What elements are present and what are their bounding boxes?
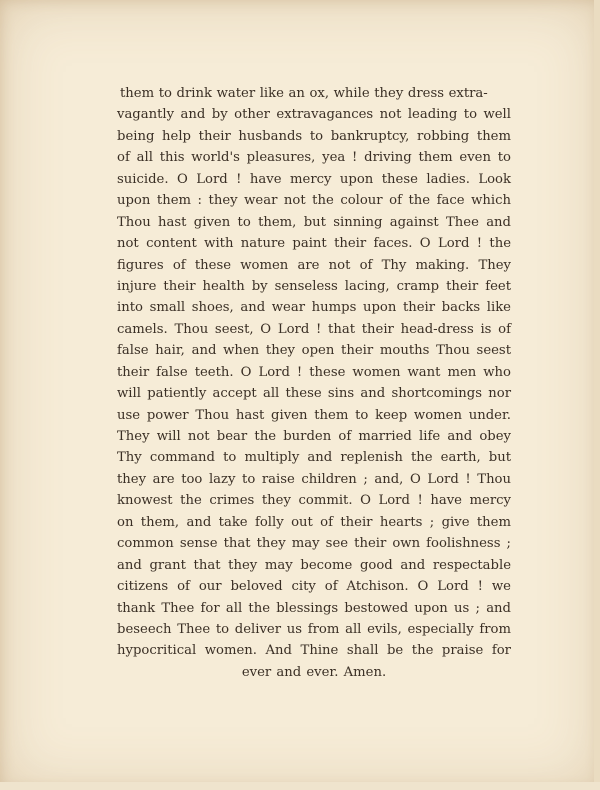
- text-line: and grant that they may become good and respectable: [117, 557, 511, 573]
- text-line: knowest the crimes they commit. O Lord ! have mercy: [117, 493, 511, 509]
- text-line: upon them : they wear not the colour of the face which: [117, 193, 511, 209]
- text-line: camels. Thou seest, O Lord ! that their head-dress is of: [117, 321, 511, 337]
- text-line: figures of these women are not of Thy making. They: [117, 257, 511, 273]
- page-edge-bottom: [0, 782, 600, 790]
- text-line: vagantly and by other extravagances not leading to well: [117, 107, 511, 123]
- text-line: thank Thee for all the blessings bestowed upon us ; and: [117, 600, 511, 616]
- text-line: suicide. O Lord ! have mercy upon these ladies. Look: [117, 171, 511, 187]
- text-line: beseech Thee to deliver us from all evils, especially from: [117, 621, 511, 637]
- text-line: of all this world's pleasures, yea ! driving them even to: [117, 150, 511, 166]
- text-line: injure their health by senseless lacing, cramp their feet: [117, 278, 511, 294]
- text-line: citizens of our beloved city of Atchison. O Lord ! we: [117, 579, 511, 595]
- text-line: false hair, and when they open their mouths Thou seest: [117, 343, 511, 359]
- text-line: Thou hast given to them, but sinning against Thee and: [117, 214, 511, 230]
- body-text: [117, 83, 511, 683]
- text-line: not content with nature paint their faces. O Lord ! the: [117, 236, 511, 252]
- page-edge-right: [594, 0, 600, 790]
- text-line: being help their husbands to bankruptcy, robbing them: [117, 128, 511, 144]
- closing-line: ever and ever. Amen.: [241, 664, 387, 680]
- text-line: they are too lazy to raise children ; and, O Lord ! Thou: [117, 471, 511, 487]
- text-line: into small shoes, and wear humps upon their backs like: [117, 300, 511, 316]
- text-line: on them, and take folly out of their hearts ; give them: [117, 514, 511, 530]
- text-line: their false teeth. O Lord ! these women want men who: [117, 364, 511, 380]
- text-line: They will not bear the burden of married life and obey: [117, 429, 511, 444]
- text-line: Thy command to multiply and replenish the earth, but: [117, 450, 511, 466]
- text-line: common sense that they may see their own foolishness ;: [117, 536, 511, 552]
- text-line: them to drink water like an ox, while they dress extra-: [120, 86, 488, 101]
- text-line: will patiently accept all these sins and shortcomings nor: [117, 386, 511, 402]
- text-line: hypocritical women. And Thine shall be the praise for: [117, 643, 511, 659]
- text-line: use power Thou hast given them to keep women under.: [117, 407, 511, 423]
